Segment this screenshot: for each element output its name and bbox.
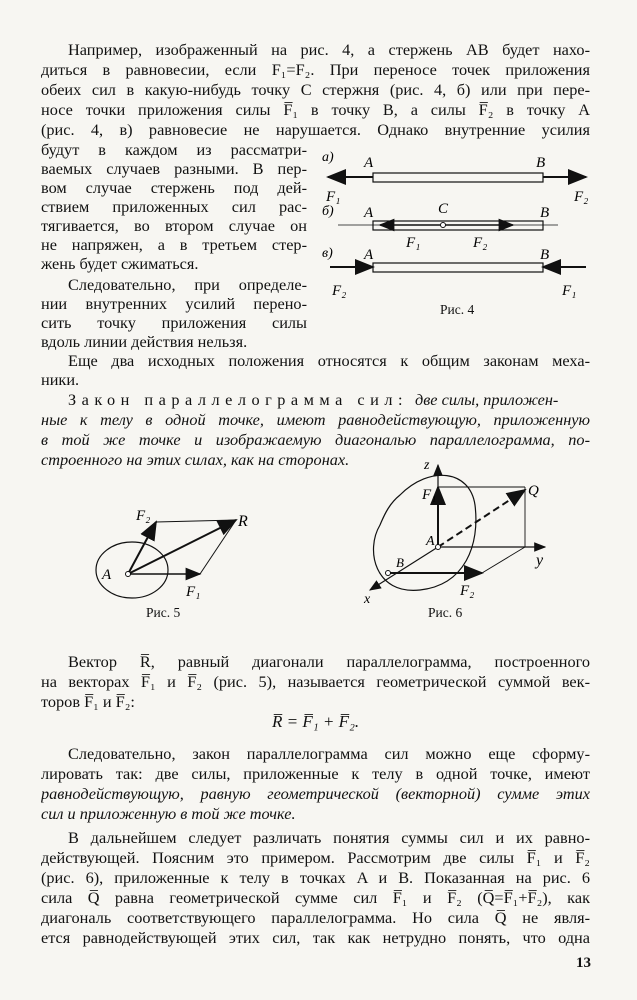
text-line: диться в равновесии, если F₁=F₂. При переносе точек приложения [41, 60, 590, 79]
text-line: Еще два исходных положения относятся к общим законам меха- [68, 351, 590, 370]
text-line: (рис. 6), приложенные к телу в точках A и B. Показанная на рис. 6 [41, 868, 590, 887]
text-line: Например, изображенный на рис. 4, а стержень AB будет нахо- [68, 40, 590, 59]
rod-c [373, 263, 543, 272]
text-line: вдоль линии действия нельзя. [41, 332, 248, 351]
fig5-R: R [238, 513, 248, 530]
text-line: Следовательно, закон параллелограмма сил можно еще сформу- [68, 744, 590, 763]
text-line: строенного на этих силах, как на сторонах. [41, 450, 350, 469]
fig4-F1: F₁ [326, 189, 341, 205]
fig4-label-c: в) [322, 246, 333, 261]
text-line: в той же точке и изображаемую диагональю параллелограмма, по- [41, 430, 590, 449]
fig4-F2: F₂ [473, 235, 488, 251]
text-line: вом случае стержень под дей- [41, 178, 307, 197]
fig4-label-C: C [438, 201, 449, 217]
fig6-A: A [426, 534, 435, 549]
fig4-label-A: A [364, 247, 374, 263]
text-line: ные к телу в одной точке, имеют равнодействующую, приложенную [41, 410, 590, 429]
fig4-label-B: B [540, 205, 550, 221]
text-line: диагональ соответствующего параллелограмма. Но сила Q̅ не явля- [41, 908, 590, 927]
text-line: две силы, приложен- [415, 390, 559, 409]
fig6-F2: F₂ [460, 583, 475, 599]
text-line: обеих сил в какую-нибудь точку C стержня (рис. 4, б) или при пере- [41, 80, 590, 99]
fig4-label-A: A [364, 205, 374, 221]
fig5-F2: F₂ [136, 508, 151, 524]
text-line: носе точки приложения силы F̅₁ в точку B, а силы F̅₂ в точку A [41, 100, 590, 119]
fig6-caption: Рис. 6 [428, 605, 463, 620]
figure-6 [360, 455, 560, 605]
fig4-F2: F₂ [332, 283, 347, 299]
text-line: будут в каждом из рассматри- [41, 140, 307, 159]
text-line: действующей. Поясним это примером. Рассмотрим две силы F̅₁ и F̅₂ [41, 848, 590, 867]
point-B [386, 571, 391, 576]
force-Q [438, 490, 525, 547]
fig4-label-b: б) [322, 204, 334, 219]
text-line: сил и приложенную в той же точке. [41, 804, 296, 823]
law-title: Закон параллелограмма сил: [68, 390, 409, 409]
text-line: жень будет сжиматься. [41, 254, 199, 273]
text-line: торов F̅₁ и F̅₂: [41, 692, 135, 711]
point-C [441, 223, 446, 228]
text-line: В дальнейшем следует различать понятия суммы сил и их равно- [68, 828, 590, 847]
fig6-B: B [396, 555, 404, 570]
point-A [436, 545, 441, 550]
text-line: Следовательно, при определе- [68, 275, 307, 294]
axis-x [370, 547, 438, 590]
fig4-F1: F₁ [562, 283, 577, 299]
page-number: 13 [576, 955, 591, 971]
text-line: ется равнодействующей этих сил, так как нетрудно понять, что одна [41, 928, 590, 947]
construction-line [482, 547, 525, 573]
text-line: ники. [41, 370, 80, 389]
text-line: нии внутренних усилий перено- [41, 294, 307, 313]
fig4-label-A: A [364, 155, 374, 171]
fig4-F2: F₂ [574, 189, 589, 205]
text-line: равнодействующую, равную геометрической (векторной) сумме этих [41, 784, 590, 803]
resultant-R [128, 520, 236, 574]
formula: R̅ = F̅₁ + F̅₂. [272, 712, 360, 731]
parallelogram-side [156, 520, 236, 522]
fig5-F1: F₁ [186, 584, 201, 600]
fig4-label-a: а) [322, 150, 334, 165]
text-line: сить точку приложения силы [41, 313, 307, 332]
fig4-label-B: B [536, 155, 546, 171]
fig5-label-A: A [102, 567, 112, 583]
fig6-F1: F₁ [422, 487, 437, 503]
fig4-label-B: B [540, 247, 550, 263]
fig6-y: y [536, 552, 544, 569]
fig5-caption: Рис. 5 [146, 605, 181, 620]
fig6-z: z [424, 458, 430, 473]
text-line: ствием приложенных сил рас- [41, 197, 307, 216]
text-line: ваемых случаев разными. В пер- [41, 159, 307, 178]
text-line: лировать так: две силы, приложенные к телу в одной точке, имеют [41, 764, 590, 783]
fig4-caption: Рис. 4 [440, 302, 475, 317]
point-A [126, 572, 131, 577]
text-line: Вектор R̅, равный диагонали параллелограмма, построенного [68, 652, 590, 671]
figure-4 [318, 145, 598, 310]
fig6-x: x [364, 592, 371, 607]
text-line: тягивается, во втором случае он [41, 216, 307, 235]
text-line: (рис. 4, в) равновесие не нарушается. Однако внутренние усилия [41, 120, 590, 139]
fig4-F1: F₁ [406, 235, 421, 251]
text-line: сила Q̅ равна геометрической сумме сил F̅₁ и F̅₂ (Q̅=F̅₁+F̅₂), как [41, 888, 590, 907]
fig6-Q: Q [528, 483, 539, 499]
figure-5 [90, 500, 270, 600]
text-line: не напряжен, а в третьем стер- [41, 235, 307, 254]
text-line: на векторах F̅₁ и F̅₂ (рис. 5), называется геометрической суммой век- [41, 672, 590, 691]
rod-a [373, 173, 543, 182]
